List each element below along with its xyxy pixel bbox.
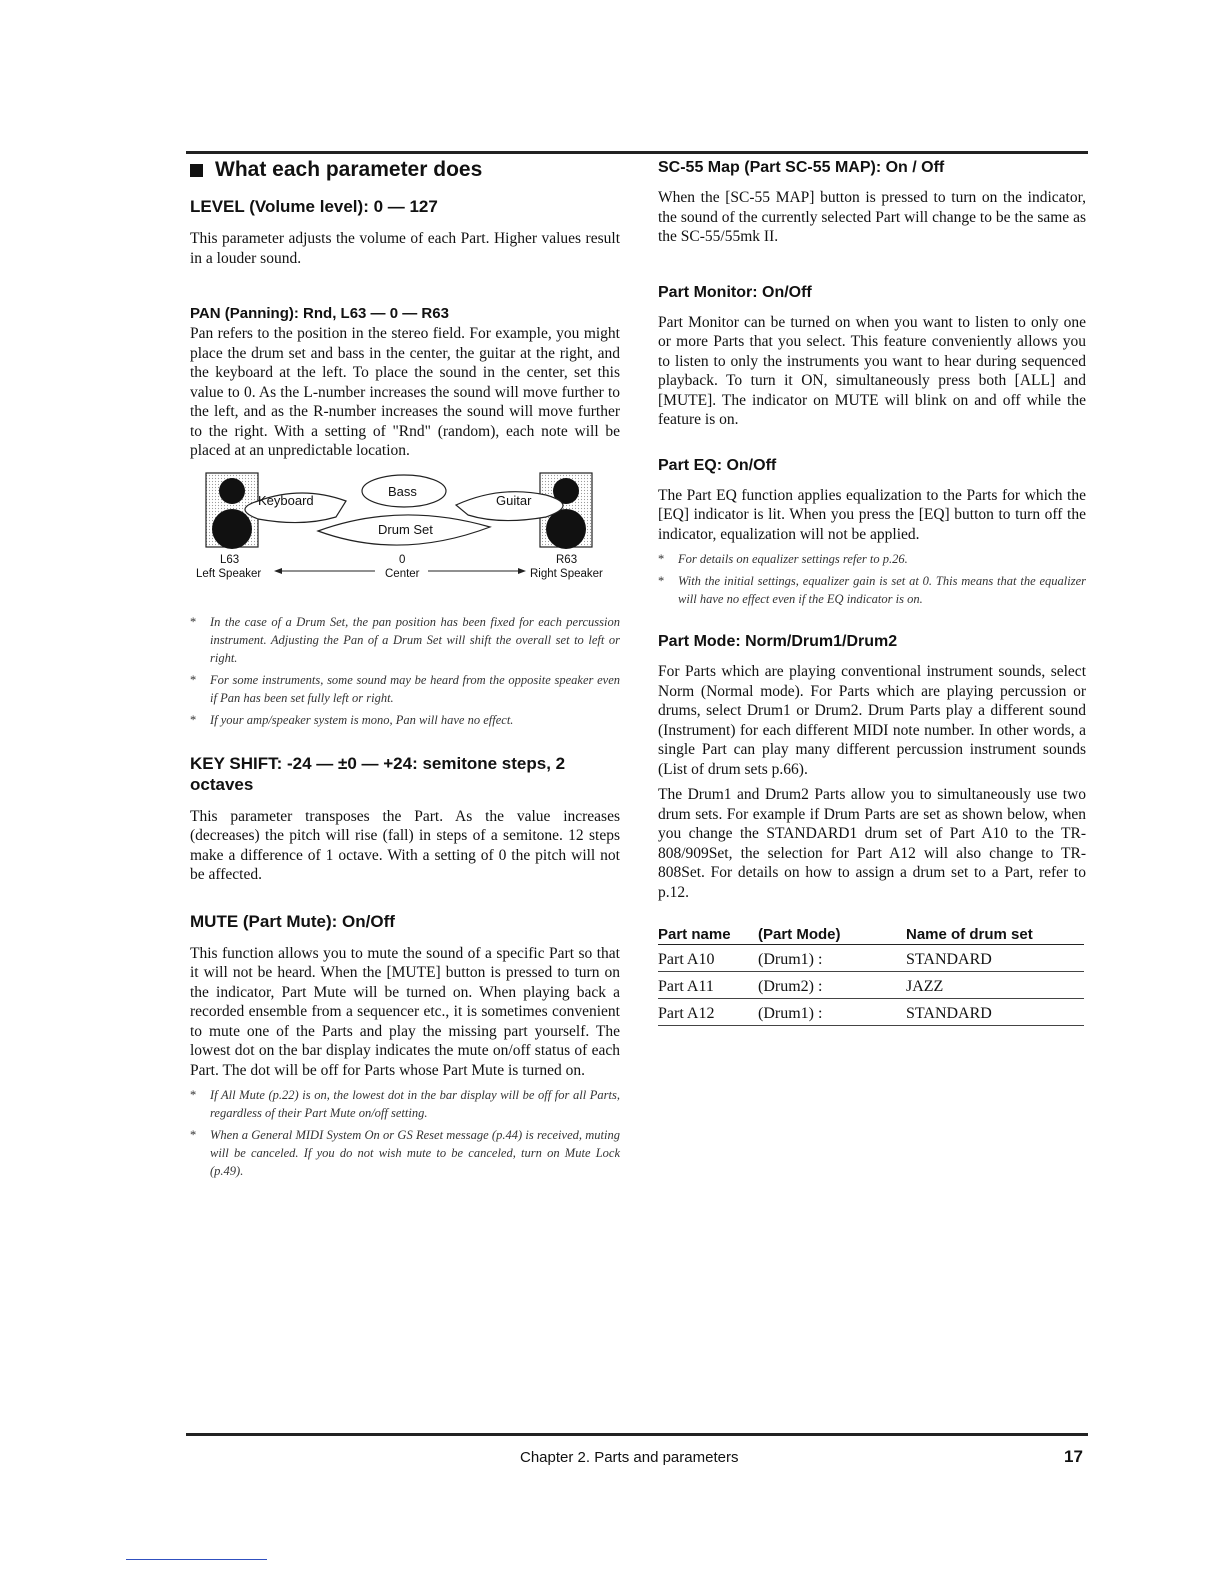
mute-note: * If All Mute (p.22) is on, the lowest dot in the bar display will be off for all Parts, regardless of their Part Mute on/off setting.	[190, 1088, 620, 1120]
left-column	[190, 158, 620, 1184]
table-row	[658, 945, 1084, 972]
eq-heading: Part EQ: On/Off	[658, 456, 777, 474]
mute-note-text: If All Mute (p.22) is on, the lowest dot in the bar display will be off for all Parts, regardless of their Part Mute on/off setting.	[210, 1088, 620, 1120]
r63-label: R63	[556, 553, 578, 566]
mute-note-text: When a General MIDI System On or GS Reset message (p.44) is received, muting will be canceled. If you do not wish mute to be canceled, turn on Mute Lock (p.49).	[210, 1128, 620, 1178]
sc55-body: When the [SC-55 MAP] button is pressed to turn on the indicator, the sound of the currently selected Part will change to be the same as the SC-55/55mk II.	[658, 189, 1086, 245]
pan-note-text: For some instruments, some sound may be heard from the opposite speaker even if Pan has been set fully left or right.	[210, 672, 620, 705]
pan-note: * For some instruments, some sound may be heard from the opposite speaker even if Pan has been set fully left or right.	[190, 672, 620, 705]
pan-note: * In the case of a Drum Set, the pan position has been fixed for each percussion instrument. Adjusting the Pan of a Drum Set will shift the overall set to left or right.	[190, 614, 620, 665]
key-shift-body: This parameter transposes the Part. As the value increases (decreases) the pitch will rise (fall) in steps of a semitone. 12 steps make a difference of 1 octave. With a setting of 0 the pitch will not be affected.	[190, 807, 620, 883]
table-cell: STANDARD	[906, 999, 1084, 1026]
table-cell: JAZZ	[906, 972, 1084, 999]
footnote-rule	[126, 1559, 267, 1560]
table-cell: Part A12	[658, 999, 758, 1026]
table-cell: (Drum2) :	[758, 972, 906, 999]
zero-label: 0	[399, 553, 406, 566]
table-cell: (Drum1) :	[758, 999, 906, 1026]
section-heading-text: What each parameter does	[215, 158, 483, 181]
section-heading	[190, 158, 620, 182]
mute-note: * When a General MIDI System On or GS Reset message (p.44) is received, muting will be canceled. If you do not wish mute to be canceled, turn on Mute Lock (p.49).	[190, 1128, 620, 1178]
table-header: (Part Mode)	[758, 924, 906, 945]
right-column	[658, 158, 1086, 1026]
mode-body-1: For Parts which are playing conventional instrument sounds, select Norm (Normal mode). For Parts which are playing percussion or drums, select Drum1 or Drum2. Drum Parts play a different sound (Instrument) for each different MIDI note number. In other words, a single Part can play many different percussion instrument sounds (List of drum sets p.66).	[658, 663, 1086, 778]
keyboard-label: Keyboard	[258, 492, 314, 508]
eq-body: The Part EQ function applies equalization to the Parts for which the [EQ] indicator is lit. When you press the [EQ] button to turn off the indicator, equalization will not be applied.	[658, 486, 1086, 543]
pan-body: Pan refers to the position in the stereo field. For example, you might place the drum set and bass in the center, the guitar at the right, and the keyboard at the left. To place the sound in the center, set this value to 0. As the L-number increases the sound will move further to the left, and as the R-number increases the sound will move further to the right. With a setting of "Rnd" (random), each note will be placed at an unpredictable location.	[190, 325, 620, 459]
mode-heading: Part Mode: Norm/Drum1/Drum2	[658, 633, 898, 650]
mode-body-2: The Drum1 and Drum2 Parts allow you to simultaneously use two drum sets. For example if Drum Parts are set as shown below, when you change the STANDARD1 drum set of Part A10 to the TR-808/909Set, the selection for Part A12 will also change to TR-808Set. For details on how to assign a drum set to a Part, refer to p.12.	[658, 786, 1086, 901]
mute-body: This function allows you to mute the sound of a specific Part so that it will not be heard. When the [MUTE] button is pressed to turn on the indicator, Part Mute will be turned on. When playing back a recorded ensemble from a sequencer etc., it is sometimes convenient to mute one of the Parts and play the missing part yourself. The lowest dot on the bar display indicates the mute on/off status of each Part. The dot will be off for Parts whose Part Mute is turned on.	[190, 944, 620, 1079]
table-cell: (Drum1) :	[758, 945, 906, 972]
eq-note-text: For details on equalizer settings refer to p.26.	[678, 552, 908, 566]
key-shift-heading: KEY SHIFT: -24 — ±0 — +24: semitone steps, 2 octaves	[190, 753, 566, 794]
monitor-heading: Part Monitor: On/Off	[658, 283, 812, 301]
table-header: Part name	[658, 924, 758, 945]
pan-heading: PAN (Panning): Rnd, L63 — 0 — R63	[190, 305, 449, 322]
table-cell: Part A10	[658, 945, 758, 972]
table-row	[658, 972, 1084, 999]
table-cell: Part A11	[658, 972, 758, 999]
level-body: This parameter adjusts the volume of each Part. Higher values result in a louder sound.	[190, 230, 620, 267]
pan-note-text: In the case of a Drum Set, the pan position has been fixed for each percussion instrument. Adjusting the Pan of a Drum Set will shift the overall set to left or right.	[210, 614, 620, 665]
bass-label: Bass	[388, 483, 417, 499]
eq-note: * For details on equalizer settings refer to p.26.	[658, 552, 908, 566]
level-heading: LEVEL (Volume level): 0 — 127	[190, 197, 438, 216]
right-speaker-label: Right Speaker	[530, 567, 603, 580]
sc55-heading: SC-55 Map (Part SC-55 MAP): On / Off	[658, 159, 945, 176]
mute-heading: MUTE (Part Mute): On/Off	[190, 911, 395, 931]
center-label: Center	[385, 567, 420, 580]
footer-chapter: Chapter 2. Parts and parameters	[520, 1449, 739, 1466]
square-bullet-icon	[190, 164, 203, 177]
drum-set-label: Drum Set	[378, 521, 433, 537]
drum-set-table	[658, 924, 1084, 1026]
guitar-label: Guitar	[496, 492, 532, 508]
left-speaker-label: Left Speaker	[196, 567, 262, 580]
top-rule	[186, 151, 1088, 154]
table-cell: STANDARD	[906, 945, 1084, 972]
table-row	[658, 999, 1084, 1026]
pan-note: * If your amp/speaker system is mono, Pan will have no effect.	[190, 712, 514, 727]
eq-note-text: With the initial settings, equalizer gain is set at 0. This means that the equalizer will have no effect even if the EQ indicator is on.	[678, 574, 1086, 606]
bottom-rule	[186, 1433, 1088, 1436]
monitor-body: Part Monitor can be turned on when you want to listen to only one or more Parts that you select. This feature conveniently allows you to listen to only the instruments you want to hear during sequenced playback. To turn it ON, simultaneously press both [ALL] and [MUTE]. The indicator on MUTE will blink on and off while the feature is on.	[658, 313, 1086, 428]
pan-note-text: If your amp/speaker system is mono, Pan will have no effect.	[210, 712, 514, 727]
eq-note: * With the initial settings, equalizer gain is set at 0. This means that the equalizer will have no effect even if the EQ indicator is on.	[658, 574, 1086, 606]
table-header: Name of drum set	[906, 924, 1084, 945]
l63-label: L63	[220, 553, 240, 566]
pan-diagram	[190, 471, 610, 589]
table-header-row	[658, 924, 1084, 945]
page-number: 17	[1064, 1447, 1083, 1466]
